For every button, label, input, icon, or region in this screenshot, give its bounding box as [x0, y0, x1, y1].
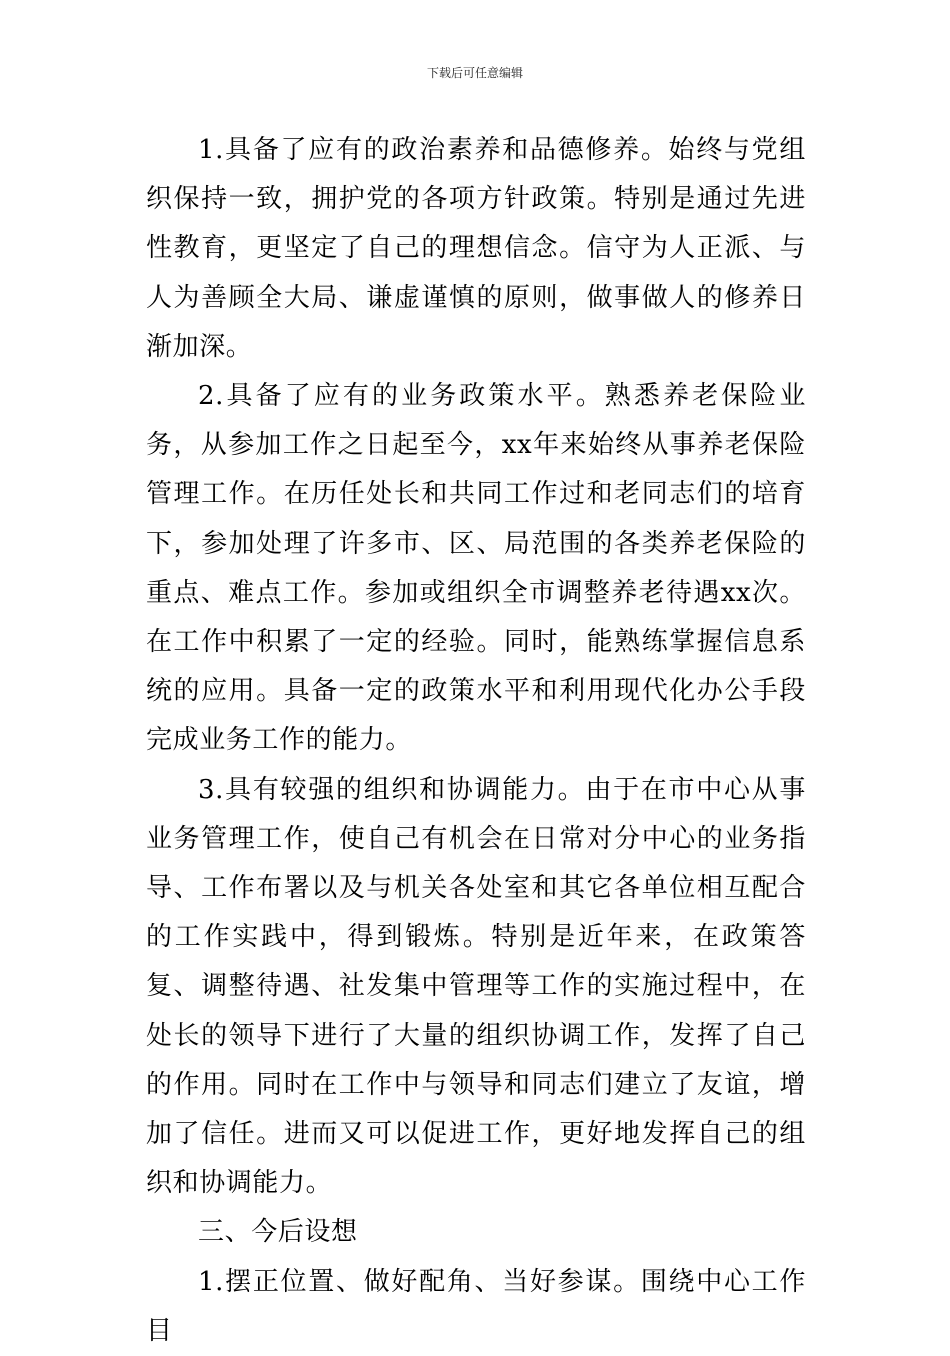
paragraph-position-role: 1.摆正位置、做好配角、当好参谋。围绕中心工作目: [146, 1266, 806, 1346]
paragraph-political-quality: 1.具备了应有的政治素养和品德修养。始终与党组织保持一致，拥护党的各项方针政策。特别是通过先进性教育，更坚定了自己的理想信念。信守为人正派、与人为善顾全大局、谦虚谨慎的原则，做事做人的修养日渐加深。: [146, 135, 806, 362]
section-heading-future-plans: 三、今后设想: [198, 1217, 358, 1248]
paragraph-business-policy: 2.具备了应有的业务政策水平。熟悉养老保险业务，从参加工作之日起至今，xx年来始终从事养老保险管理工作。在历任处长和共同工作过和老同志们的培育下，参加处理了许多市、区、局范围的各类养老保险的重点、难点工作。参加或组织全市调整养老待遇xx次。在工作中积累了一定的经验。同时，能熟练掌握信息系统的应用。具备一定的政策水平和利用现代化办公手段完成业务工作的能力。: [146, 381, 806, 756]
document-body: [146, 126, 806, 1356]
page-header-note: 下载后可任意编辑: [426, 66, 523, 80]
paragraph-organization-coordination: 3.具有较强的组织和协调能力。由于在市中心从事业务管理工作，使自己有机会在日常对分中心的业务指导、工作布署以及与机关各处室和其它各单位相互配合的工作实践中，得到锻炼。特别是近年来，在政策答复、调整待遇、社发集中管理等工作的实施过程中，在处长的领导下进行了大量的组织协调工作，发挥了自己的作用。同时在工作中与领导和同志们建立了友谊，增加了信任。进而又可以促进工作，更好地发挥自己的组织和协调能力。: [146, 774, 806, 1199]
